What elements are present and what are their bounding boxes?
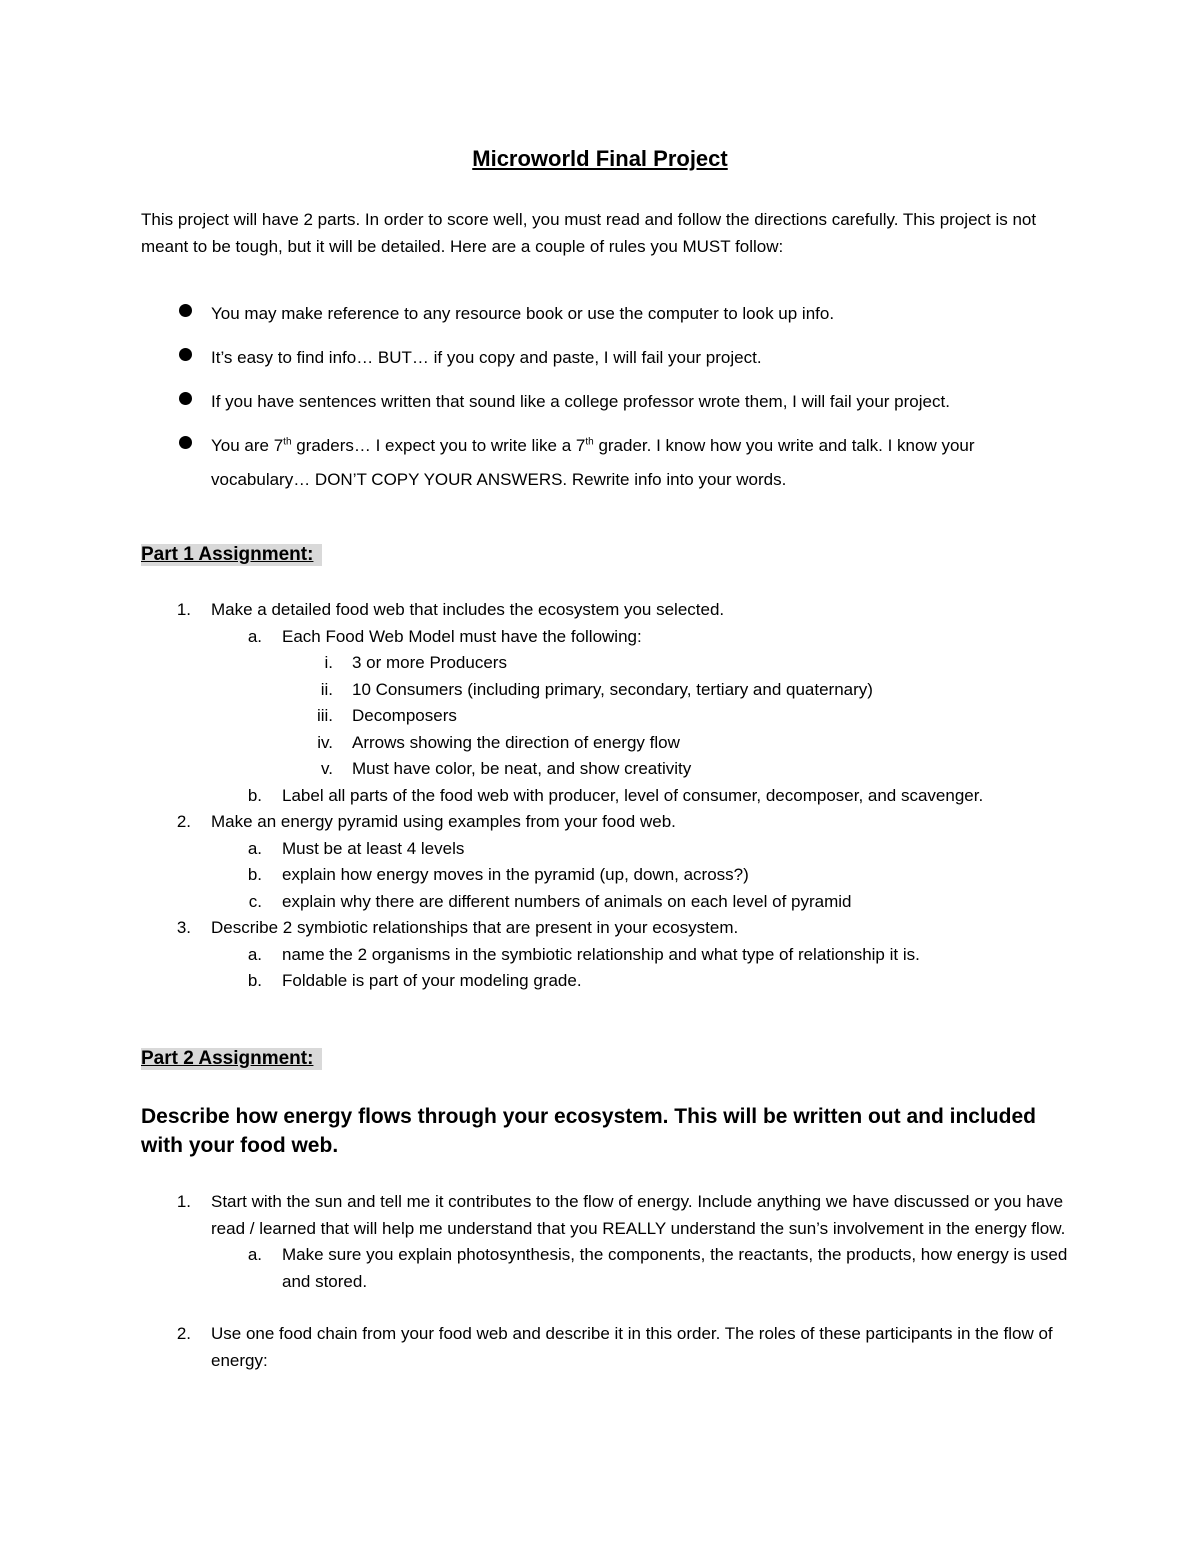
rule-text: You are 7: [211, 436, 284, 455]
list-item: iii. Decomposers: [316, 706, 457, 725]
part1-list: [141, 597, 1071, 995]
list-item: 1. Make a detailed food web that includes the ecosystem you selected.: [176, 600, 725, 619]
list-item: 1. Start with the sun and tell me it contributes to the flow of energy. Include anything we have discussed or you have read / learned that will help me understand that you REALLY understand the sun’s involvement in the energy flow.: [176, 1192, 1066, 1238]
list-item: b. explain how energy moves in the pyramid (up, down, across?): [247, 865, 749, 884]
list-item: a. Make sure you explain photosynthesis, the components, the reactants, the products, how energy is used and stored.: [247, 1245, 1068, 1291]
part1-heading: Part 1 Assignment:: [141, 544, 322, 566]
list-item: c. explain why there are different numbers of animals on each level of pyramid: [248, 891, 852, 911]
superscript: th: [585, 436, 594, 448]
rule-item: If you have sentences written that sound like a college professor wrote them, I will fail your project.: [141, 385, 1041, 419]
list-item: 3. Describe 2 symbiotic relationships that are present in your ecosystem.: [176, 918, 739, 937]
list-item: b. Foldable is part of your modeling grade.: [247, 971, 582, 990]
spacer: [141, 1295, 1071, 1321]
part2-list: [141, 1189, 1071, 1374]
part2-heading: Part 2 Assignment:: [141, 1048, 322, 1070]
rule-item: You may make reference to any resource book or use the computer to look up info.: [141, 297, 1041, 331]
list-item: ii. 10 Consumers (including primary, secondary, tertiary and quaternary): [320, 679, 873, 699]
part2-subheading: Describe how energy flows through your ecosystem. This will be written out and included with your food web.: [141, 1105, 1036, 1157]
list-item: b. Label all parts of the food web with producer, level of consumer, decomposer, and scavenger.: [247, 785, 984, 805]
superscript: th: [283, 436, 292, 448]
list-item: 2. Use one food chain from your food web and describe it in this order. The roles of these participants in the flow of energy:: [176, 1324, 1053, 1370]
rule-item: [141, 429, 1041, 497]
page-title: Microworld Final Project: [472, 146, 728, 171]
list-item: a. Each Food Web Model must have the following:: [247, 626, 642, 646]
list-item: iv. Arrows showing the direction of energy flow: [317, 732, 680, 752]
rule-text: grader. I know how you write and talk. I know your vocabulary… DON’T COPY YOUR ANSWERS. Rewrite info into your words.: [211, 436, 975, 489]
rule-item: It’s easy to find info… BUT… if you copy and paste, I will fail your project.: [141, 341, 1041, 375]
list-item: i. 3 or more Producers: [324, 653, 507, 672]
rules-list: [141, 297, 1041, 507]
list-item: a. name the 2 organisms in the symbiotic relationship and what type of relationship it is.: [247, 944, 920, 964]
rule-text: graders… I expect you to write like a 7: [291, 436, 586, 455]
list-item: v. Must have color, be neat, and show creativity: [321, 759, 692, 778]
list-item: a. Must be at least 4 levels: [247, 838, 465, 858]
intro-paragraph: This project will have 2 parts. In order to score well, you must read and follow the directions carefully. This project is not meant to be tough, but it will be detailed. Here are a couple of rules you MUST follow:: [141, 210, 1037, 256]
list-item: 2. Make an energy pyramid using examples from your food web.: [176, 812, 676, 831]
